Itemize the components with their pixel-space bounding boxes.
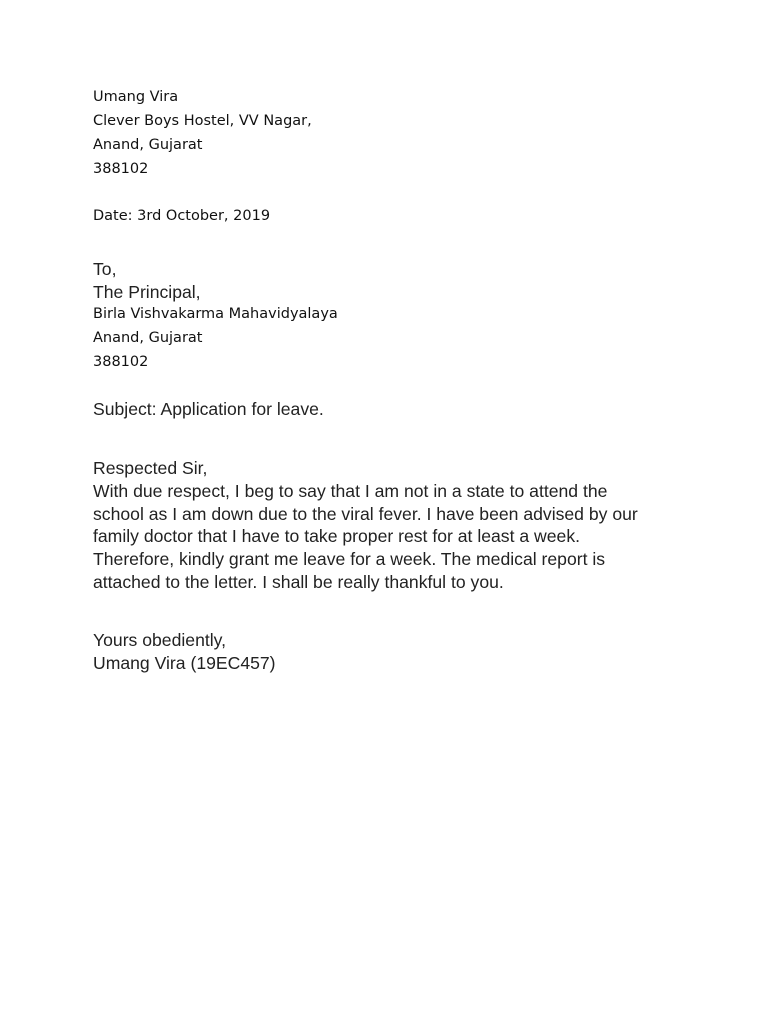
recipient-to: To,	[93, 259, 117, 279]
date-value: 3rd October, 2019	[137, 208, 271, 224]
recipient-pin: 388102	[93, 354, 149, 370]
subject-line: Subject: Application for leave.	[93, 399, 324, 419]
recipient-title: The Principal,	[93, 282, 201, 302]
salutation: Respected Sir,	[93, 458, 208, 478]
sender-address-line2: Anand, Gujarat	[93, 137, 203, 153]
valediction: Yours obediently,	[93, 630, 227, 650]
date-label: Date:	[93, 208, 133, 224]
sender-address-line1: Clever Boys Hostel, VV Nagar,	[93, 113, 312, 129]
date-line	[93, 208, 270, 224]
signature: Umang Vira (19EC457)	[93, 653, 276, 673]
sender-pin: 388102	[93, 161, 149, 177]
body-line: school as I am down due to the viral fever. I have been advised by our	[93, 504, 638, 524]
body-line: family doctor that I have to take proper rest for at least a week.	[93, 526, 580, 546]
body-line: With due respect, I beg to say that I am not in a state to attend the	[93, 481, 608, 501]
body-line: Therefore, kindly grant me leave for a week. The medical report is	[93, 549, 606, 569]
recipient-institution: Birla Vishvakarma Mahavidyalaya	[93, 306, 338, 322]
body-line: attached to the letter. I shall be really thankful to you.	[93, 572, 504, 592]
sender-name: Umang Vira	[93, 89, 179, 105]
recipient-address: Anand, Gujarat	[93, 330, 203, 346]
